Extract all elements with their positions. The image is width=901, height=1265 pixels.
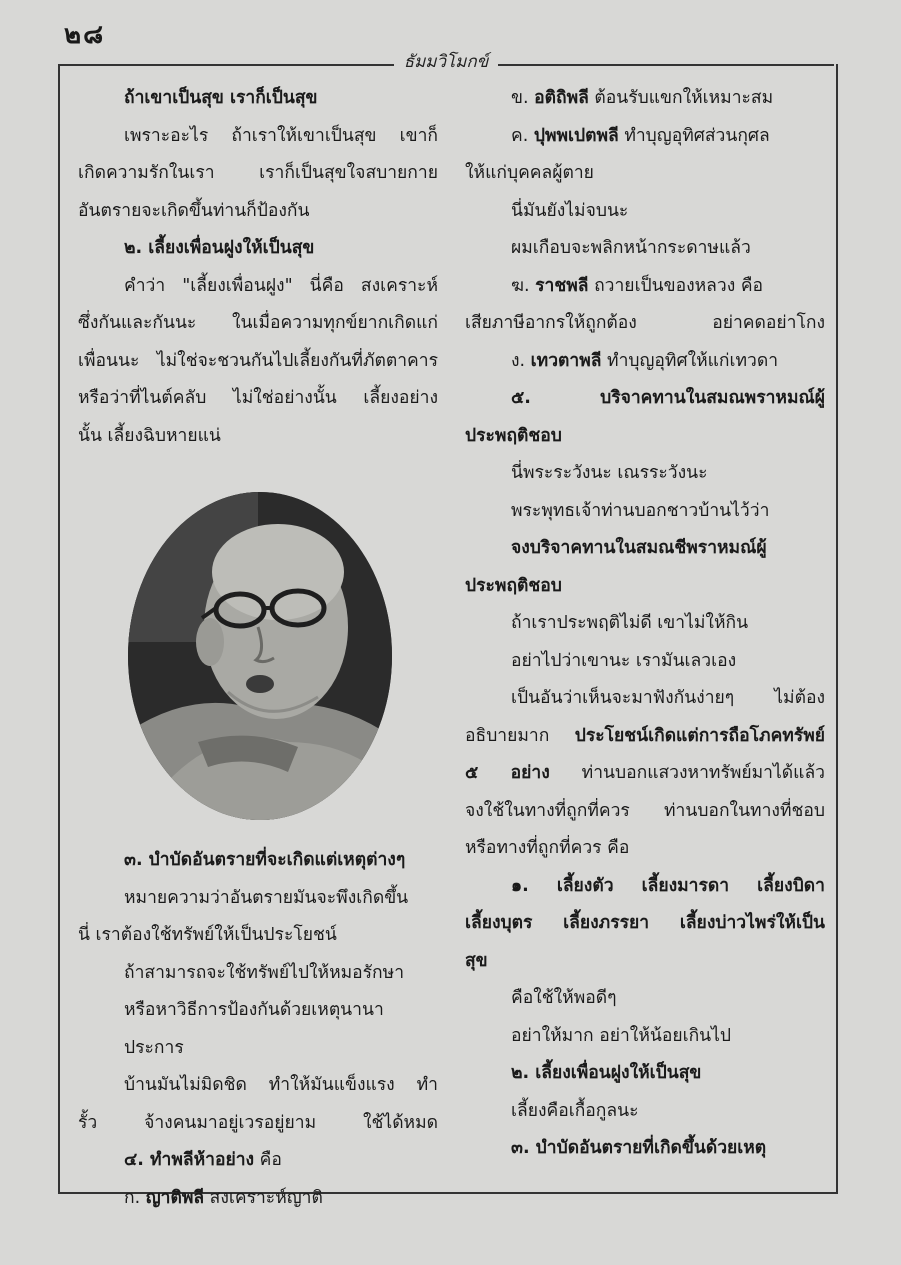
section-heading: ประพฤติชอบ [465, 575, 562, 596]
paragraph-line: หรือทางที่ถูกที่ควร คือ [465, 838, 630, 858]
paragraph-line: คือใช้ให้พอดีๆ [511, 988, 617, 1008]
paragraph-line: เพราะอะไร ถ้าเราให้เขาเป็นสุข เขาก็ [124, 125, 438, 146]
bold-term: ปุพพเปตพลี [533, 125, 619, 146]
plain-text: อธิบายมาก [465, 725, 575, 746]
bold-term: เทวตาพลี [530, 350, 602, 371]
paragraph-line: อันตรายจะเกิดขึ้นท่านก็ป้องกัน [78, 200, 310, 221]
running-title: ธัมมวิโมกข์ [403, 52, 489, 72]
paragraph-line: บ้านมันไม่มิดชิด ทำให้มันแข็งแรง ทำ [124, 1075, 438, 1095]
portrait-illustration [128, 492, 392, 820]
paragraph-line: ซึ่งกันและกันนะ ในเมื่อความทุกข์ยากเกิดแก่ [78, 313, 438, 333]
plain-text: สงเคราะห์ญาติ [204, 1187, 323, 1208]
plain-text: ต้อนรับแขกให้เหมาะสม [588, 88, 774, 108]
section-heading: ๓. บำบัดอันตรายที่เกิดขึ้นด้วยเหตุ [511, 1138, 767, 1158]
paragraph-line [465, 268, 825, 306]
section-heading: ๑. เลี้ยงตัว เลี้ยงมารดา เลี้ยงบิดา [511, 875, 825, 896]
plain-text: ท่านบอกแสวงหาทรัพย์มาได้แล้ว [549, 763, 825, 783]
bold-term: ๔. ทำพลีห้าอย่าง [124, 1150, 255, 1170]
section-heading: เลี้ยงบุตร เลี้ยงภรรยา เลี้ยงบ่าวไพร่ให้เป็น [465, 913, 825, 933]
section-heading: ๒. เลี้ยงเพื่อนฝูงให้เป็นสุข [511, 1063, 702, 1083]
section-heading: ๒. เลี้ยงเพื่อนฝูงให้เป็นสุข [124, 238, 315, 258]
paragraph-line: ถ้าเราประพฤติไม่ดี เขาไม่ให้กิน [511, 613, 749, 633]
paragraph-line: รั้ว จ้างคนมาอยู่เวรอยู่ยาม ใช้ได้หมด [78, 1112, 438, 1133]
paragraph-line: นี่พระระวังนะ เณรระวังนะ [511, 463, 708, 483]
paragraph-line [465, 343, 825, 381]
left-column-bottom [78, 842, 438, 1217]
left-column-top [78, 80, 438, 455]
paragraph-line: หมายความว่าอันตรายมันจะพึงเกิดขึ้น [124, 887, 409, 908]
paragraph-line: เป็นอันว่าเห็นจะมาฟังกันง่ายๆ ไม่ต้อง [511, 688, 825, 708]
paragraph-line: ถ้าสามารถจะใช้ทรัพย์ไปให้หมอรักษา [124, 962, 405, 983]
bold-term: ๕ อย่าง [465, 763, 550, 783]
section-heading: สุข [465, 950, 488, 971]
section-heading: ประพฤติชอบ [465, 425, 562, 446]
paragraph-line [78, 1142, 438, 1180]
paragraph-line: จงใช้ในทางที่ถูกที่ควร ท่านบอกในทางที่ชอบ [465, 800, 825, 821]
bold-term: ประโยชน์เกิดแต่การถือโภคทรัพย์ [574, 725, 825, 746]
right-column [465, 80, 825, 1168]
paragraph-line [465, 755, 825, 793]
paragraph-line [465, 118, 825, 156]
item-marker: ก. [124, 1187, 146, 1208]
paragraph-line [465, 80, 825, 118]
paragraph-line: อย่าไปว่าเขานะ เรามันเลวเอง [511, 650, 737, 671]
paragraph-line [465, 718, 825, 756]
paragraph-line: อย่าให้มาก อย่าให้น้อยเกินไป [511, 1025, 732, 1046]
plain-text: ถวายเป็นของหลวง คือ [588, 275, 764, 296]
paragraph-line: นั้น เลี้ยงฉิบหายแน่ [78, 425, 221, 446]
plain-text: ทำบุญอุทิศให้แก่เทวดา [601, 350, 779, 371]
paragraph-line: เพื่อนนะ ไม่ใช่จะชวนกันไปเลี้ยงกันที่ภัตตาคาร [78, 350, 438, 371]
plain-text: ทำบุญอุทิศส่วนกุศล [618, 125, 770, 146]
item-marker: ค. [511, 125, 534, 146]
paragraph-line: ถ้าเขาเป็นสุข เราก็เป็นสุข [124, 88, 318, 108]
paragraph-line: คำว่า "เลี้ยงเพื่อนฝูง" นี่คือ สงเคราะห์ [124, 275, 438, 296]
paragraph-line: นี่มันยังไม่จบนะ [511, 200, 629, 221]
monk-portrait-photo [128, 492, 392, 820]
paragraph-line [78, 1180, 438, 1218]
paragraph-line: เกิดความรักในเรา เราก็เป็นสุขใจสบายกาย [78, 163, 438, 183]
paragraph-line: พระพุทธเจ้าท่านบอกชาวบ้านไว้ว่า [511, 500, 770, 521]
plain-text: คือ [254, 1150, 282, 1170]
section-heading: ๕. บริจาคทานในสมณพราหมณ์ผู้ [511, 388, 825, 408]
paragraph-line: หรือว่าที่ไนต์คลับ ไม่ใช่อย่างนั้น เลี้ยงอย่าง [78, 388, 438, 408]
paragraph-line: เสียภาษีอากรให้ถูกต้อง อย่าคดอย่าโกง [465, 313, 825, 333]
item-marker: ง. [511, 350, 531, 371]
paragraph-line: ผมเกือบจะพลิกหน้ากระดาษแล้ว [511, 238, 751, 258]
bold-term: อติถิพลี [534, 88, 589, 108]
paragraph-line: นี่ เราต้องใช้ทรัพย์ให้เป็นประโยชน์ [78, 925, 337, 945]
paragraph-line: หรือหาวิธีการป้องกันด้วยเหตุนานาประการ [124, 1000, 384, 1058]
bold-term: ราชพลี [535, 275, 589, 296]
item-marker: ข. [511, 88, 535, 108]
section-heading: ๓. บำบัดอันตรายที่จะเกิดแต่เหตุต่างๆ [124, 850, 406, 870]
paragraph-line: เลี้ยงคือเกื้อกูลนะ [511, 1100, 639, 1121]
item-marker: ฆ. [511, 275, 536, 296]
page-number: ๒๘ [64, 20, 106, 50]
section-heading: จงบริจาคทานในสมณชีพราหมณ์ผู้ [511, 538, 767, 558]
paragraph-line: ให้แก่บุคคลผู้ตาย [465, 163, 594, 183]
bold-term: ญาติพลี [145, 1187, 205, 1208]
